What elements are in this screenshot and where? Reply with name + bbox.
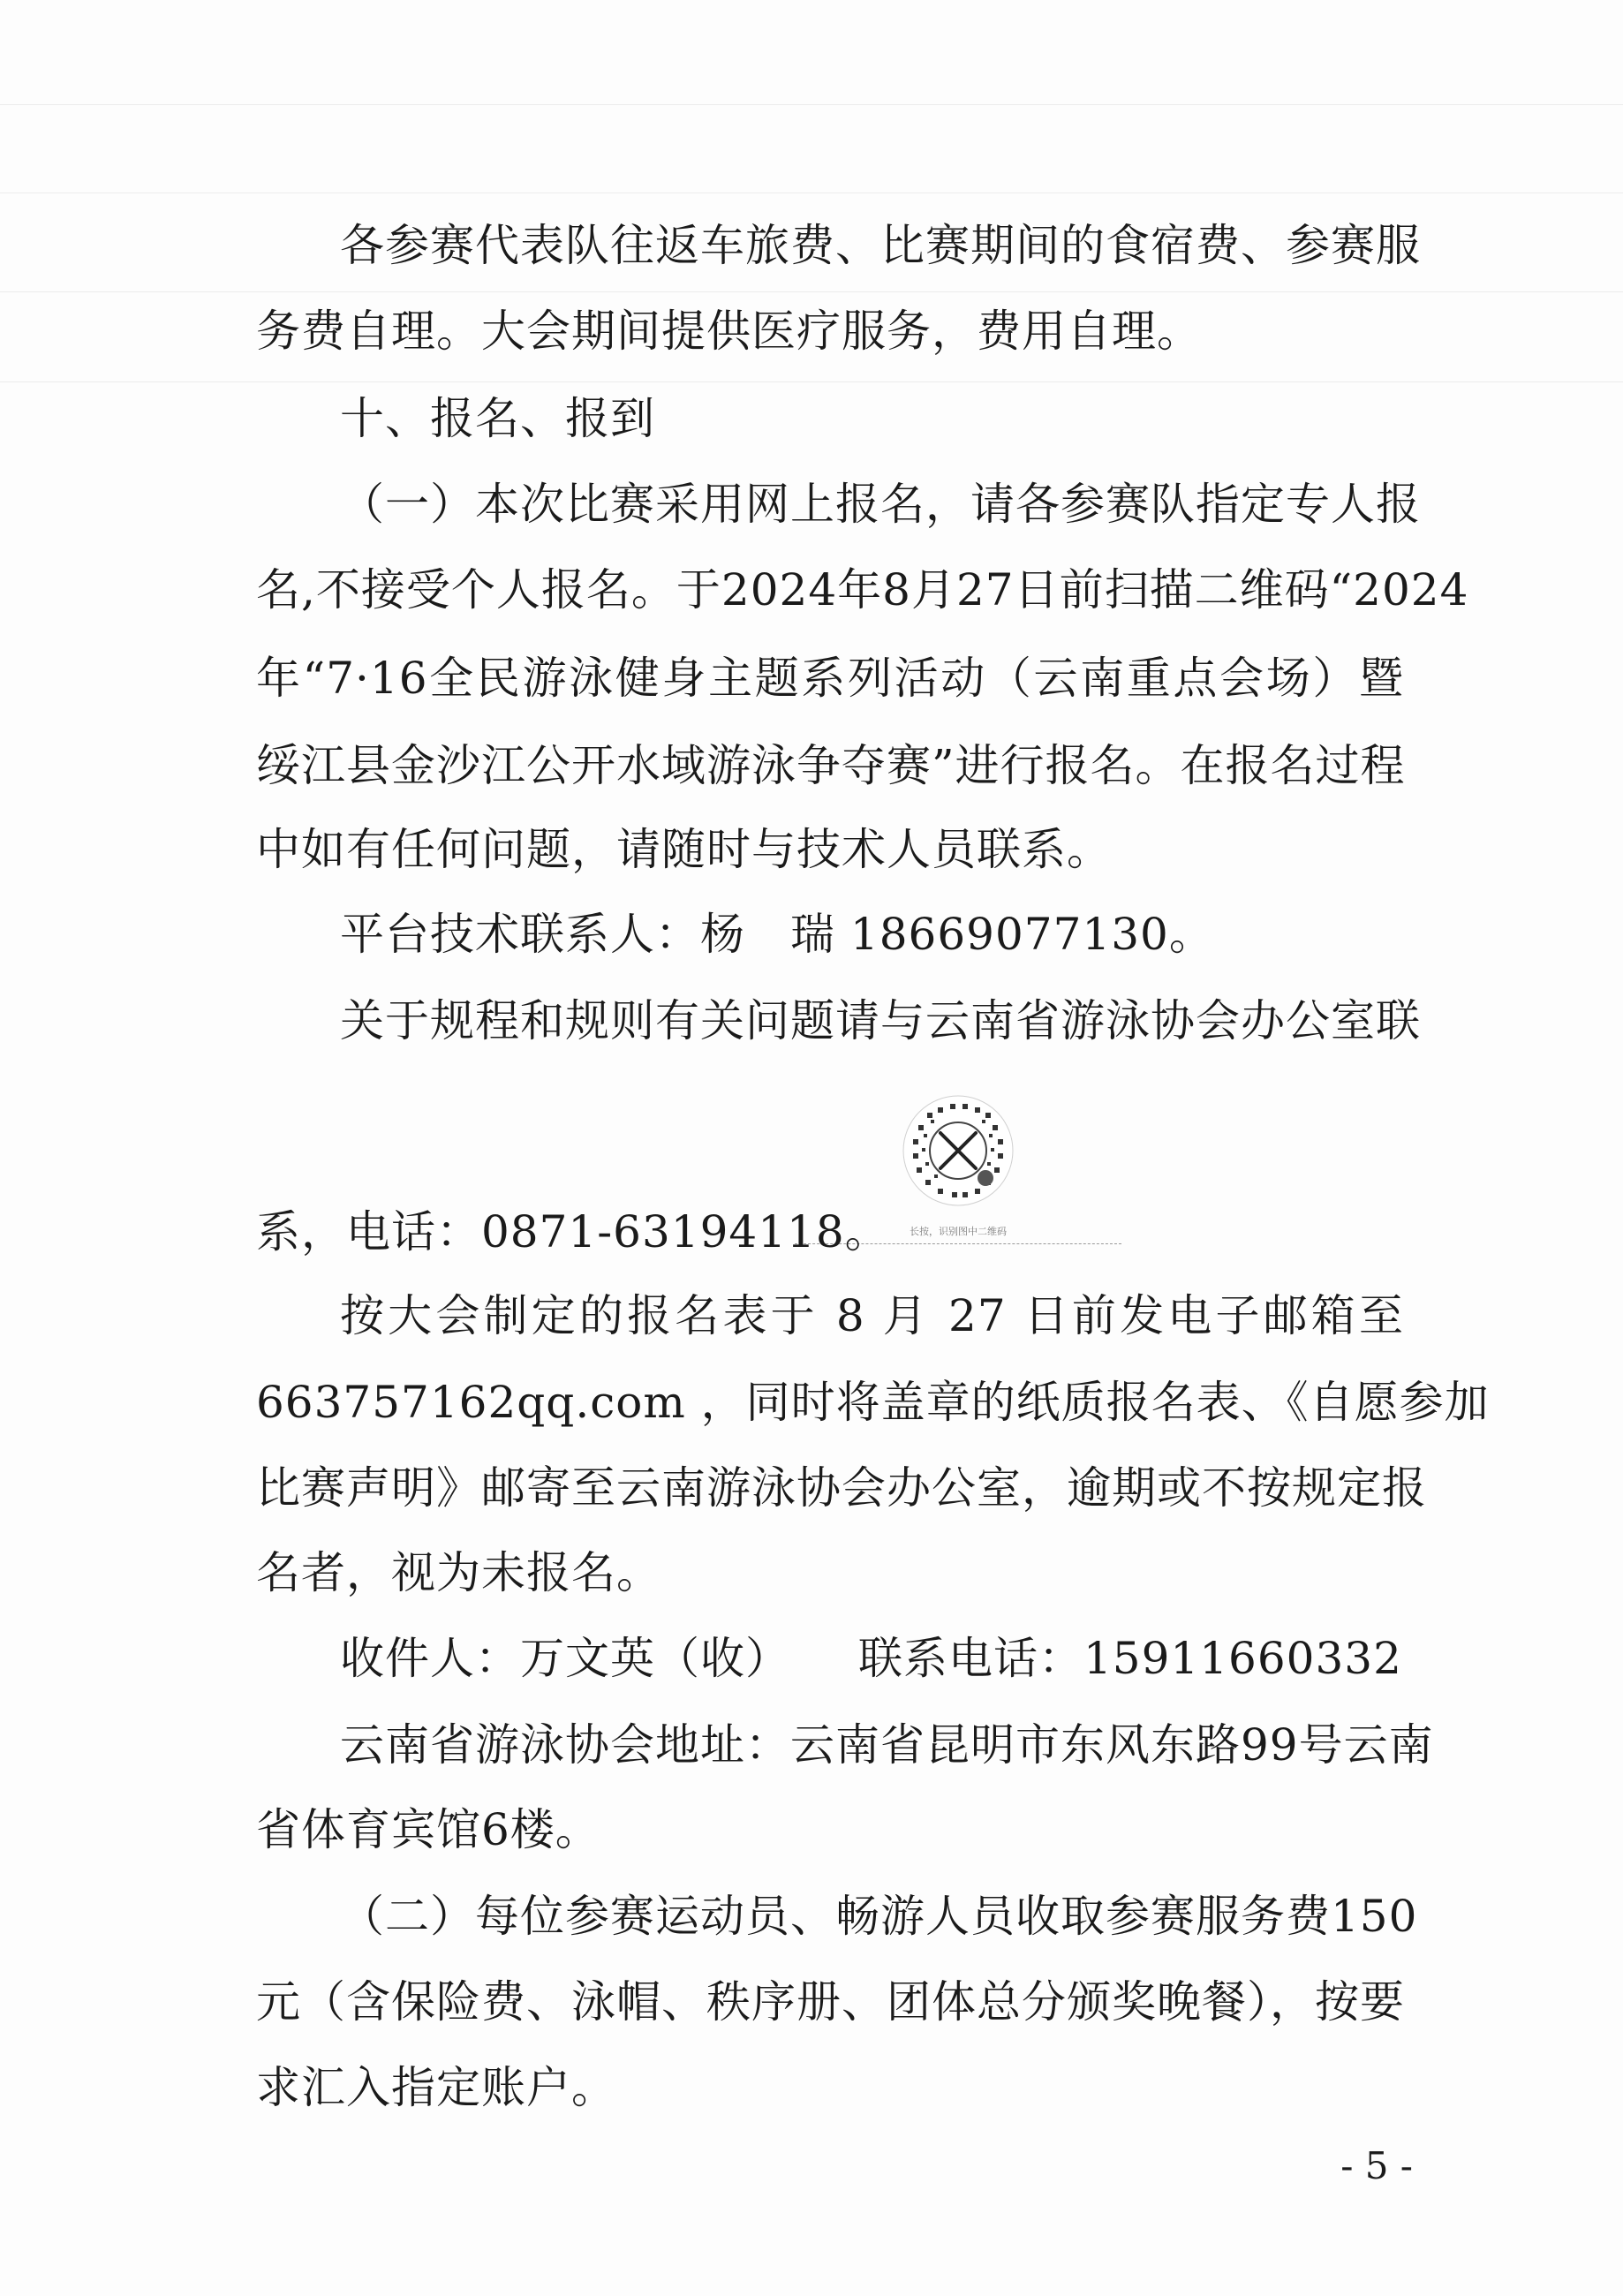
- paragraph-line: 务费自理。大会期间提供医疗服务，费用自理。: [256, 306, 1202, 357]
- paragraph-line: （一）本次比赛采用网上报名，请各参赛队指定专人报: [340, 479, 1421, 530]
- paragraph-line: 比赛声明》邮寄至云南游泳协会办公室，逾期或不按规定报: [256, 1462, 1427, 1514]
- qr-code-icon[interactable]: [901, 1093, 1015, 1208]
- paragraph-line: 中如有任何问题，请随时与技术人员联系。: [256, 824, 1112, 875]
- recipient-line: 收件人：万文英（收） 联系电话：15911660332: [340, 1633, 1402, 1684]
- paragraph-line: 关于规程和规则有关问题请与云南省游泳协会办公室联: [340, 995, 1421, 1046]
- paragraph-line: 663757162qq.com ，同时将盖章的纸质报名表、《自愿参加: [256, 1377, 1490, 1428]
- paragraph-line: 元（含保险费、泳帽、秩序册、团体总分颁奖晚餐），按要: [256, 1976, 1405, 2028]
- paragraph-line: 名者，视为未报名。: [256, 1547, 661, 1598]
- address-line: 省体育宾馆6楼。: [256, 1804, 600, 1855]
- page-number: - 5 -: [1340, 2144, 1413, 2187]
- scan-artifact-line: [0, 104, 1623, 105]
- paragraph-line: 求汇入指定账户。: [256, 2062, 616, 2113]
- contact-line: 平台技术联系人：杨 瑞 18669077130。: [340, 909, 1214, 960]
- paragraph-line: 名,不接受个人报名。于2024年8月27日前扫描二维码“2024: [256, 564, 1469, 616]
- paragraph-line: 系，电话：0871-63194118。: [256, 1206, 890, 1258]
- scan-artifact-line: [0, 291, 1623, 292]
- address-line: 云南省游泳协会地址：云南省昆明市东风东路99号云南: [340, 1719, 1434, 1771]
- paragraph-line: 绥江县金沙江公开水域游泳争夺赛”进行报名。在报名过程: [256, 740, 1406, 791]
- qr-caption: 长按，识别图中二维码: [910, 1226, 1007, 1237]
- section-heading: 十、报名、报到: [340, 393, 655, 444]
- paragraph-line: （二）每位参赛运动员、畅游人员收取参赛服务费150: [340, 1891, 1418, 1942]
- paragraph-line: 各参赛代表队往返车旅费、比赛期间的食宿费、参赛服: [340, 220, 1421, 271]
- paragraph-line: 按大会制定的报名表于 8 月 27 日前发电子邮箱至: [340, 1290, 1404, 1341]
- paragraph-line: 年“7·16全民游泳健身主题系列活动（云南重点会场）暨: [256, 653, 1404, 704]
- scan-artifact-line: [0, 381, 1623, 382]
